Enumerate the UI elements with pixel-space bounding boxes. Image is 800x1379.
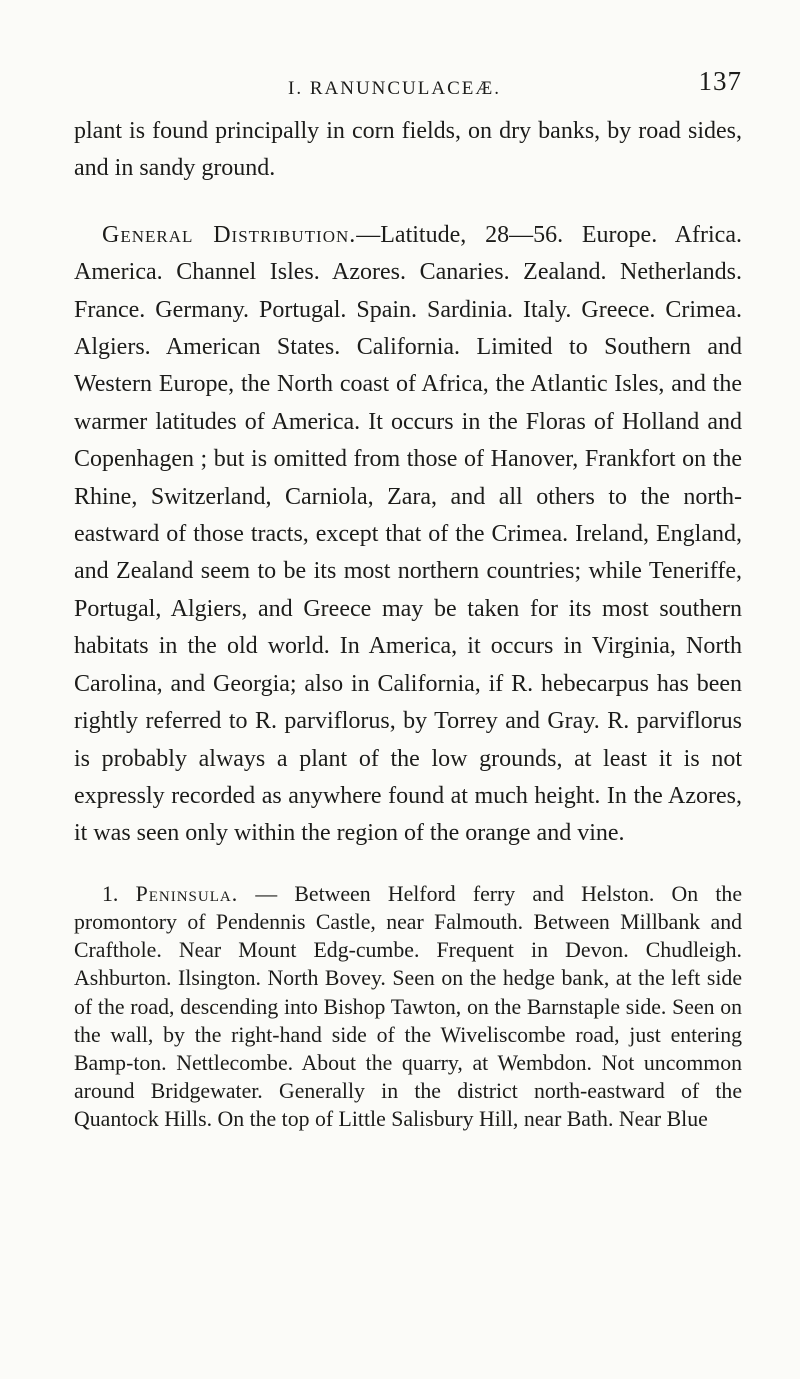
running-head (74, 66, 742, 99)
paragraph-peninsula (74, 880, 742, 1134)
section-heading-peninsula: Peninsula. (135, 881, 239, 906)
paragraph-general-distribution (74, 217, 742, 853)
paragraph-continuation: plant is found principally in corn fields, on dry banks, by road sides, and in sandy ground. (74, 118, 742, 182)
page-number: 137 (698, 66, 742, 96)
running-title: I. RANUNCULACEÆ. (288, 78, 502, 99)
province-number: 1. (102, 881, 119, 906)
body-text (74, 113, 742, 1134)
peninsula-text: — Between Helford ferry and Helston. On the promontory of Pendennis Castle, near Falmouth. Between Millbank and Crafthole. Near Mount Edg-cumbe. Frequent in Devon. Chudleigh. Ashburton. Ilsington. North Bovey. Seen on the hedge bank, at the left side of the road, descending into Bishop Tawton, on the Barnstaple side. Seen on the wall, by the right-hand side of the Wiveliscombe road, just entering Bamp-ton. Nettlecombe. About the quarry, at Wembdon. Not uncommon around Bridgewater. Generally in the district north-eastward of the Quantock Hills. On the top of Little Salisbury Hill, near Bath. Near Blue (74, 881, 743, 1132)
book-page (74, 66, 742, 1134)
section-heading-general-distribution: General Distribution. (102, 221, 357, 248)
general-distribution-text: —Latitude, 28—56. Europe. Africa. America. Channel Isles. Azores. Canaries. Zealand. Netherlands. France. Germany. Portugal. Spain. Sardinia. Italy. Greece. Crimea. Algiers. American States. California. Limited to Southern and Western Europe, the North coast of Africa, the Atlantic Isles, and the warmer latitudes of America. It occurs in the Floras of Holland and Copenhagen ; but is omitted from those of Hanover, Frankfort on the Rhine, Switzerland, Carniola, Zara, and all others to the north-eastward of those tracts, except that of the Crimea. Ireland, England, and Zealand seem to be its most northern countries; while Teneriffe, Portugal, Algiers, and Greece may be taken for its most southern habitats in the old world. In America, it occurs in Virginia, North Carolina, and Georgia; also in California, if R. hebecarpus has been rightly referred to R. parviflorus, by Torrey and Gray. R. parviflorus is probably always a plant of the low grounds, at least it is not expressly recorded as anywhere found at much height. In the Azores, it was seen only within the region of the orange and vine. (74, 221, 742, 847)
